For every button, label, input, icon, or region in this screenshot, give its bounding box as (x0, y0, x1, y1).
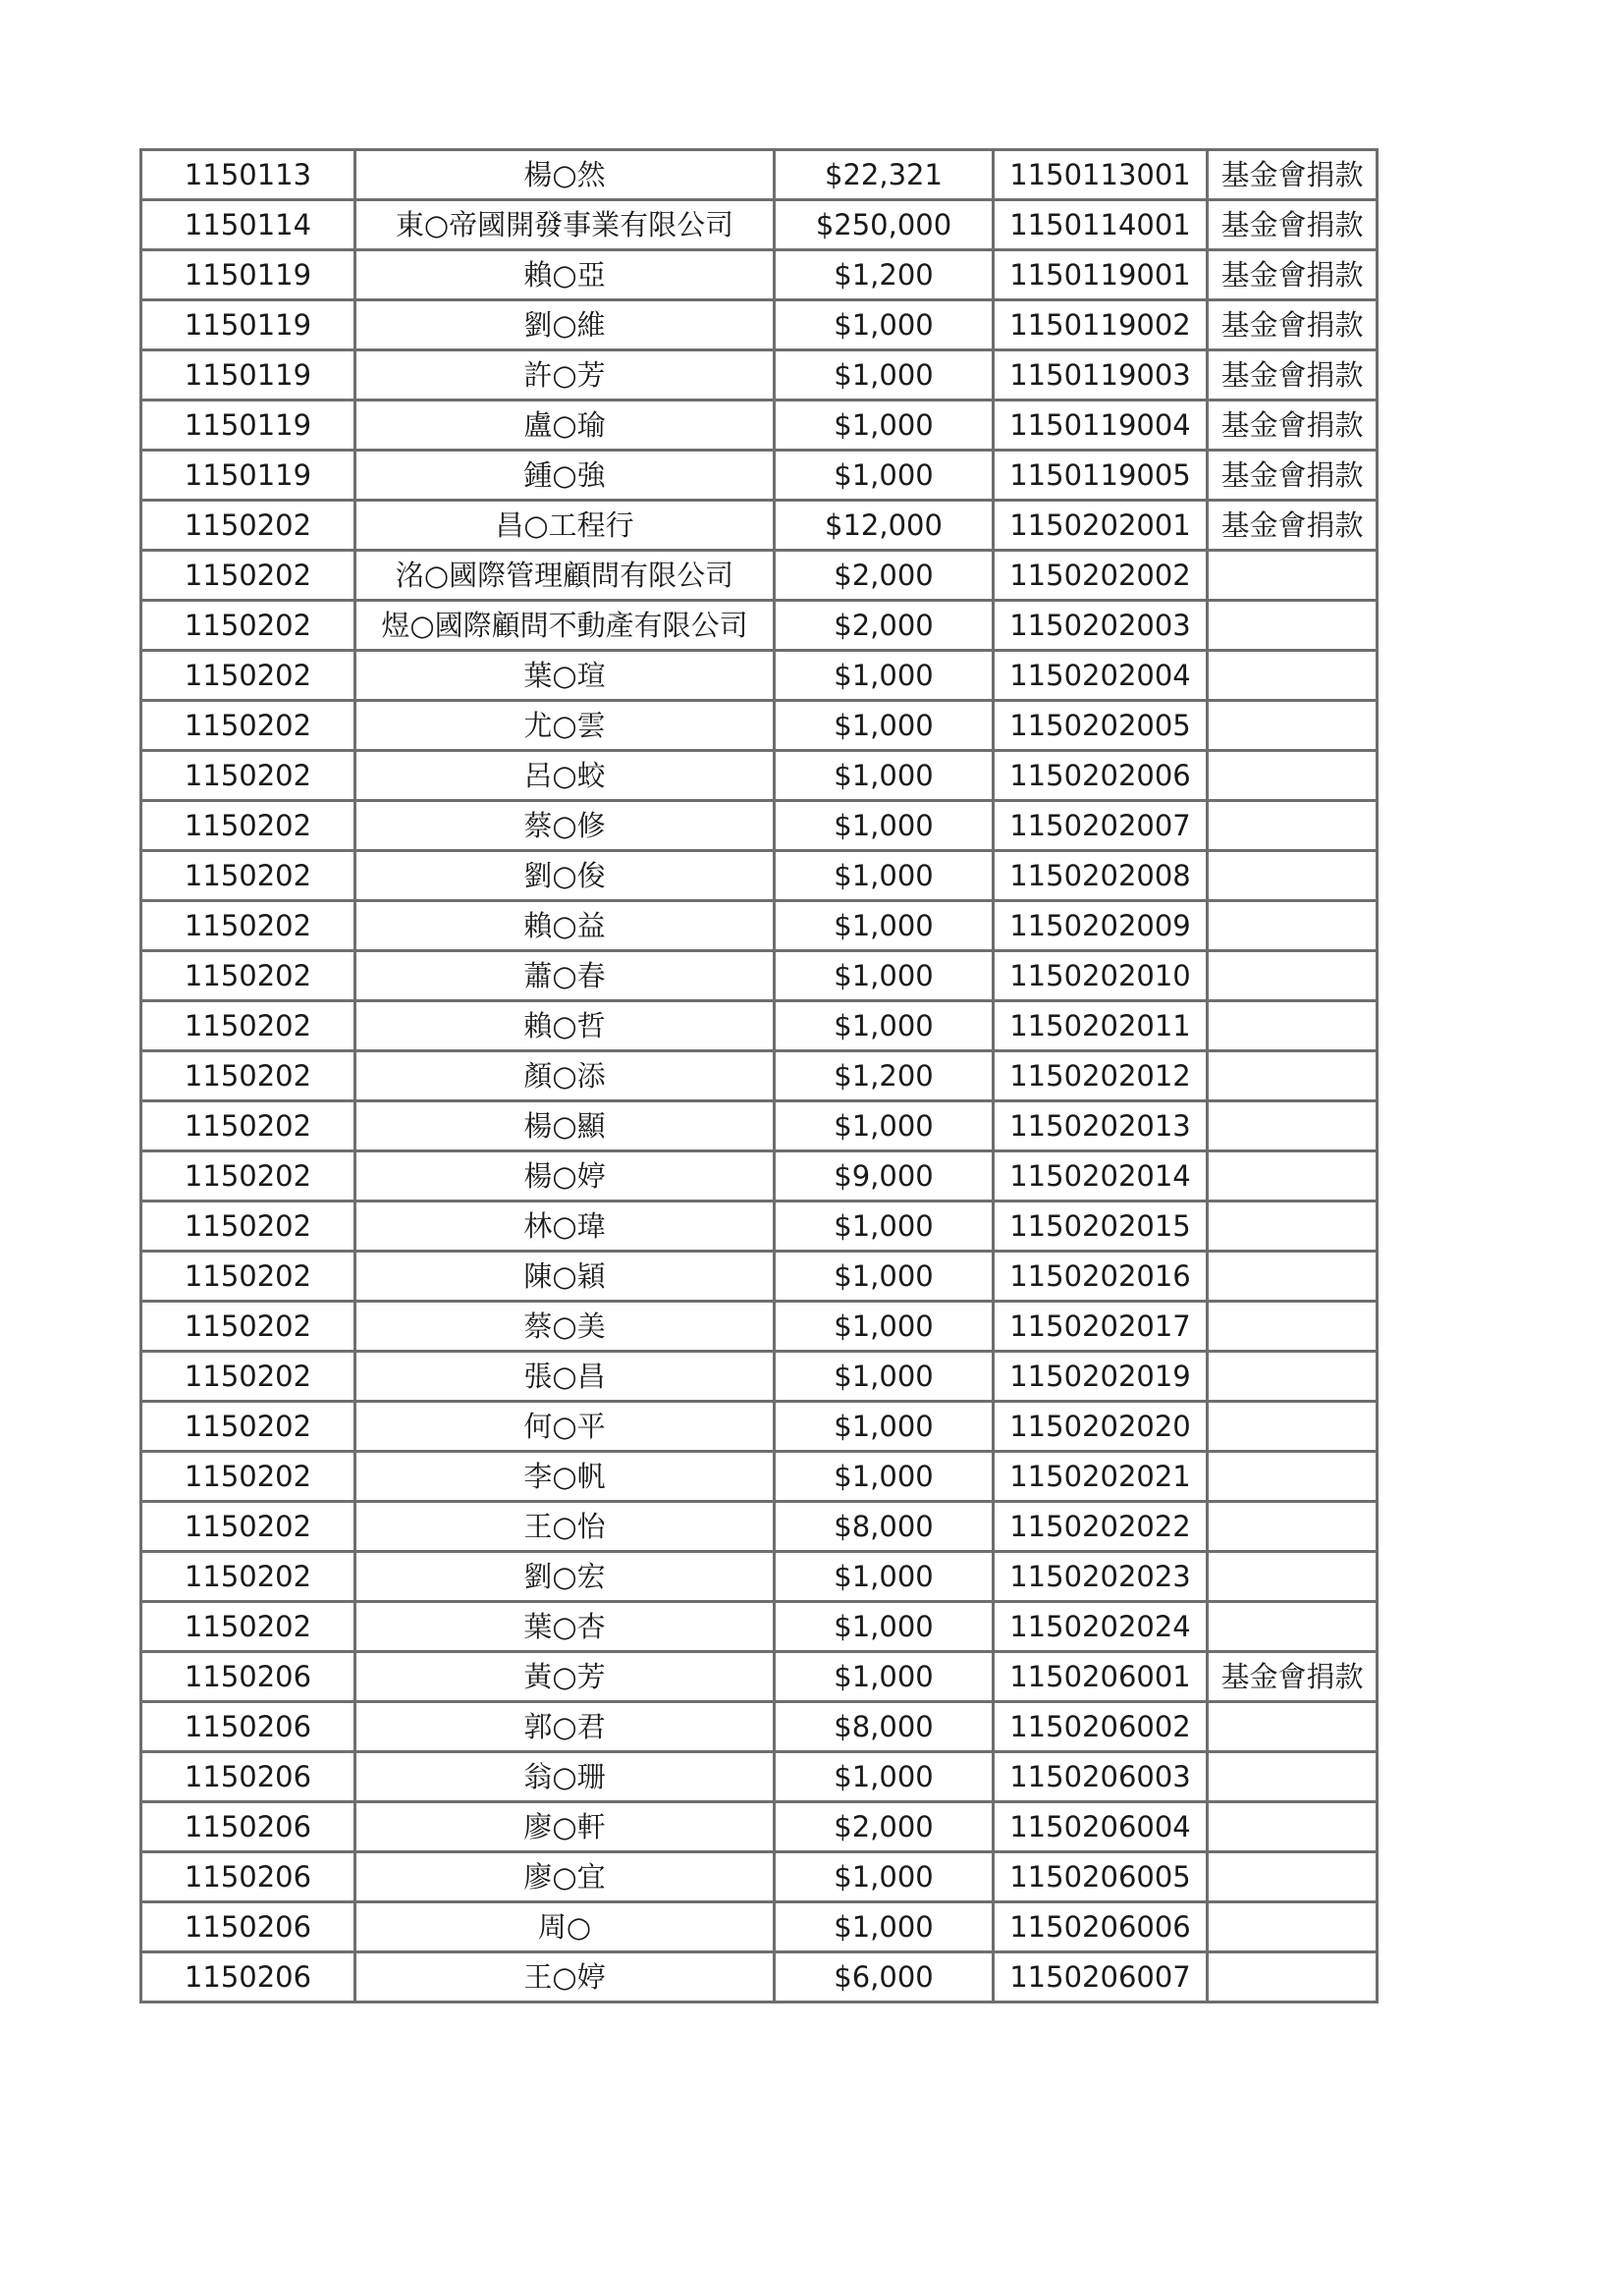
date-cell: 1150202 (141, 1352, 355, 1402)
amount-cell: $2,000 (775, 601, 994, 651)
receipt-number-cell: 1150202020 (994, 1402, 1208, 1452)
date-cell: 1150202 (141, 951, 355, 1001)
table-row (141, 1902, 1378, 1952)
note-cell (1208, 751, 1378, 801)
date-cell: 1150206 (141, 1702, 355, 1752)
note-cell (1208, 801, 1378, 851)
donor-name-cell: 盧○瑜 (355, 400, 775, 451)
receipt-number-cell: 1150202002 (994, 551, 1208, 601)
receipt-number-cell: 1150202019 (994, 1352, 1208, 1402)
donor-name-cell: 劉○俊 (355, 851, 775, 901)
receipt-number-cell: 1150206002 (994, 1702, 1208, 1752)
date-cell: 1150119 (141, 350, 355, 400)
date-cell: 1150114 (141, 200, 355, 250)
donor-name-cell: 李○帆 (355, 1452, 775, 1502)
receipt-number-cell: 1150202013 (994, 1101, 1208, 1151)
receipt-number-cell: 1150202010 (994, 951, 1208, 1001)
amount-cell: $1,000 (775, 701, 994, 751)
amount-cell: $1,000 (775, 651, 994, 701)
donor-name-cell: 賴○哲 (355, 1001, 775, 1051)
amount-cell: $8,000 (775, 1702, 994, 1752)
note-cell (1208, 951, 1378, 1001)
table-row (141, 250, 1378, 300)
date-cell: 1150206 (141, 1952, 355, 2002)
note-cell (1208, 1402, 1378, 1452)
donor-name-cell: 昌○工程行 (355, 501, 775, 551)
note-cell (1208, 1151, 1378, 1201)
receipt-number-cell: 1150113001 (994, 150, 1208, 200)
donor-name-cell: 楊○顯 (355, 1101, 775, 1151)
donation-table-body (141, 150, 1378, 2002)
note-cell: 基金會捐款 (1208, 501, 1378, 551)
note-cell (1208, 851, 1378, 901)
date-cell: 1150202 (141, 551, 355, 601)
donor-name-cell: 葉○瑄 (355, 651, 775, 701)
receipt-number-cell: 1150202009 (994, 901, 1208, 951)
date-cell: 1150119 (141, 400, 355, 451)
amount-cell: $22,321 (775, 150, 994, 200)
donor-name-cell: 煜○國際顧問不動產有限公司 (355, 601, 775, 651)
donor-name-cell: 王○怡 (355, 1502, 775, 1552)
note-cell (1208, 651, 1378, 701)
table-row (141, 1802, 1378, 1852)
amount-cell: $1,000 (775, 1752, 994, 1802)
donor-name-cell: 張○昌 (355, 1352, 775, 1402)
date-cell: 1150202 (141, 1051, 355, 1101)
table-row (141, 1752, 1378, 1802)
table-row (141, 1101, 1378, 1151)
table-row (141, 1151, 1378, 1201)
date-cell: 1150202 (141, 601, 355, 651)
receipt-number-cell: 1150202005 (994, 701, 1208, 751)
note-cell: 基金會捐款 (1208, 300, 1378, 350)
donor-name-cell: 賴○亞 (355, 250, 775, 300)
note-cell (1208, 1001, 1378, 1051)
amount-cell: $9,000 (775, 1151, 994, 1201)
table-row (141, 651, 1378, 701)
date-cell: 1150202 (141, 1151, 355, 1201)
donor-name-cell: 廖○軒 (355, 1802, 775, 1852)
receipt-number-cell: 1150202023 (994, 1552, 1208, 1602)
note-cell (1208, 1802, 1378, 1852)
receipt-number-cell: 1150202017 (994, 1302, 1208, 1352)
table-row (141, 300, 1378, 350)
donor-name-cell: 呂○蛟 (355, 751, 775, 801)
donor-name-cell: 陳○穎 (355, 1252, 775, 1302)
receipt-number-cell: 1150202015 (994, 1201, 1208, 1252)
note-cell (1208, 1252, 1378, 1302)
receipt-number-cell: 1150119002 (994, 300, 1208, 350)
receipt-number-cell: 1150119005 (994, 451, 1208, 501)
table-row (141, 1452, 1378, 1502)
note-cell (1208, 1952, 1378, 2002)
note-cell (1208, 1602, 1378, 1652)
note-cell (1208, 1552, 1378, 1602)
table-row (141, 451, 1378, 501)
donor-name-cell: 廖○宜 (355, 1852, 775, 1902)
donor-name-cell: 蕭○春 (355, 951, 775, 1001)
date-cell: 1150202 (141, 1101, 355, 1151)
receipt-number-cell: 1150206006 (994, 1902, 1208, 1952)
amount-cell: $1,200 (775, 1051, 994, 1101)
amount-cell: $1,000 (775, 1402, 994, 1452)
donor-name-cell: 葉○杏 (355, 1602, 775, 1652)
receipt-number-cell: 1150202006 (994, 751, 1208, 801)
amount-cell: $1,000 (775, 951, 994, 1001)
date-cell: 1150119 (141, 250, 355, 300)
donor-name-cell: 楊○然 (355, 150, 775, 200)
amount-cell: $250,000 (775, 200, 994, 250)
receipt-number-cell: 1150119001 (994, 250, 1208, 300)
note-cell (1208, 1201, 1378, 1252)
donor-name-cell: 蔡○美 (355, 1302, 775, 1352)
amount-cell: $1,000 (775, 400, 994, 451)
date-cell: 1150202 (141, 801, 355, 851)
note-cell: 基金會捐款 (1208, 350, 1378, 400)
table-row (141, 1051, 1378, 1101)
amount-cell: $1,000 (775, 350, 994, 400)
note-cell (1208, 601, 1378, 651)
receipt-number-cell: 1150206005 (994, 1852, 1208, 1902)
date-cell: 1150206 (141, 1902, 355, 1952)
amount-cell: $1,000 (775, 1652, 994, 1702)
note-cell: 基金會捐款 (1208, 451, 1378, 501)
amount-cell: $1,000 (775, 1302, 994, 1352)
amount-cell: $1,000 (775, 1452, 994, 1502)
date-cell: 1150206 (141, 1852, 355, 1902)
date-cell: 1150202 (141, 1402, 355, 1452)
note-cell (1208, 1502, 1378, 1552)
receipt-number-cell: 1150202021 (994, 1452, 1208, 1502)
date-cell: 1150202 (141, 851, 355, 901)
amount-cell: $1,000 (775, 1201, 994, 1252)
amount-cell: $1,000 (775, 300, 994, 350)
receipt-number-cell: 1150119004 (994, 400, 1208, 451)
note-cell (1208, 1302, 1378, 1352)
receipt-number-cell: 1150202016 (994, 1252, 1208, 1302)
date-cell: 1150202 (141, 751, 355, 801)
amount-cell: $1,000 (775, 1552, 994, 1602)
donor-name-cell: 黃○芳 (355, 1652, 775, 1702)
donor-name-cell: 許○芳 (355, 350, 775, 400)
table-row (141, 1852, 1378, 1902)
receipt-number-cell: 1150202001 (994, 501, 1208, 551)
donor-name-cell: 賴○益 (355, 901, 775, 951)
note-cell: 基金會捐款 (1208, 250, 1378, 300)
donation-table (139, 148, 1379, 2003)
date-cell: 1150206 (141, 1652, 355, 1702)
receipt-number-cell: 1150202012 (994, 1051, 1208, 1101)
donor-name-cell: 何○平 (355, 1402, 775, 1452)
table-row (141, 551, 1378, 601)
table-row (141, 1302, 1378, 1352)
date-cell: 1150202 (141, 901, 355, 951)
receipt-number-cell: 1150206003 (994, 1752, 1208, 1802)
table-row (141, 1001, 1378, 1051)
amount-cell: $6,000 (775, 1952, 994, 2002)
receipt-number-cell: 1150119003 (994, 350, 1208, 400)
table-row (141, 1201, 1378, 1252)
receipt-number-cell: 1150202011 (994, 1001, 1208, 1051)
table-row (141, 1652, 1378, 1702)
table-row (141, 150, 1378, 200)
table-row (141, 501, 1378, 551)
amount-cell: $1,000 (775, 851, 994, 901)
receipt-number-cell: 1150202003 (994, 601, 1208, 651)
receipt-number-cell: 1150206001 (994, 1652, 1208, 1702)
donor-name-cell: 翁○珊 (355, 1752, 775, 1802)
receipt-number-cell: 1150202007 (994, 801, 1208, 851)
table-row (141, 901, 1378, 951)
table-row (141, 1352, 1378, 1402)
receipt-number-cell: 1150202008 (994, 851, 1208, 901)
table-row (141, 1952, 1378, 2002)
note-cell (1208, 1702, 1378, 1752)
date-cell: 1150119 (141, 300, 355, 350)
amount-cell: $1,000 (775, 1001, 994, 1051)
date-cell: 1150202 (141, 1452, 355, 1502)
table-row (141, 751, 1378, 801)
note-cell: 基金會捐款 (1208, 200, 1378, 250)
donor-name-cell: 王○婷 (355, 1952, 775, 2002)
donor-name-cell: 東○帝國開發事業有限公司 (355, 200, 775, 250)
table-row (141, 1552, 1378, 1602)
table-row (141, 851, 1378, 901)
amount-cell: $1,000 (775, 1352, 994, 1402)
date-cell: 1150202 (141, 501, 355, 551)
amount-cell: $1,000 (775, 751, 994, 801)
date-cell: 1150113 (141, 150, 355, 200)
date-cell: 1150202 (141, 1252, 355, 1302)
note-cell: 基金會捐款 (1208, 150, 1378, 200)
date-cell: 1150202 (141, 1001, 355, 1051)
table-row (141, 400, 1378, 451)
donor-name-cell: 蔡○修 (355, 801, 775, 851)
amount-cell: $1,200 (775, 250, 994, 300)
date-cell: 1150202 (141, 651, 355, 701)
date-cell: 1150206 (141, 1802, 355, 1852)
note-cell (1208, 1101, 1378, 1151)
amount-cell: $1,000 (775, 801, 994, 851)
donor-name-cell: 劉○宏 (355, 1552, 775, 1602)
note-cell (1208, 1852, 1378, 1902)
date-cell: 1150202 (141, 1502, 355, 1552)
receipt-number-cell: 1150202004 (994, 651, 1208, 701)
note-cell (1208, 551, 1378, 601)
amount-cell: $8,000 (775, 1502, 994, 1552)
note-cell (1208, 701, 1378, 751)
table-row (141, 951, 1378, 1001)
note-cell (1208, 1452, 1378, 1502)
table-row (141, 601, 1378, 651)
amount-cell: $1,000 (775, 1101, 994, 1151)
table-row (141, 350, 1378, 400)
receipt-number-cell: 1150206007 (994, 1952, 1208, 2002)
amount-cell: $12,000 (775, 501, 994, 551)
date-cell: 1150202 (141, 701, 355, 751)
note-cell (1208, 1902, 1378, 1952)
receipt-number-cell: 1150114001 (994, 200, 1208, 250)
note-cell: 基金會捐款 (1208, 1652, 1378, 1702)
table-row (141, 701, 1378, 751)
receipt-number-cell: 1150202014 (994, 1151, 1208, 1201)
receipt-number-cell: 1150202024 (994, 1602, 1208, 1652)
table-row (141, 1702, 1378, 1752)
donor-name-cell: 劉○維 (355, 300, 775, 350)
amount-cell: $1,000 (775, 1252, 994, 1302)
note-cell (1208, 1051, 1378, 1101)
date-cell: 1150202 (141, 1302, 355, 1352)
donor-name-cell: 周○ (355, 1902, 775, 1952)
amount-cell: $2,000 (775, 1802, 994, 1852)
table-row (141, 1502, 1378, 1552)
amount-cell: $1,000 (775, 901, 994, 951)
date-cell: 1150202 (141, 1201, 355, 1252)
donor-name-cell: 林○瑋 (355, 1201, 775, 1252)
table-row (141, 1602, 1378, 1652)
note-cell: 基金會捐款 (1208, 400, 1378, 451)
table-row (141, 1402, 1378, 1452)
amount-cell: $1,000 (775, 1602, 994, 1652)
receipt-number-cell: 1150206004 (994, 1802, 1208, 1852)
table-row (141, 200, 1378, 250)
donor-name-cell: 尤○雲 (355, 701, 775, 751)
date-cell: 1150119 (141, 451, 355, 501)
amount-cell: $1,000 (775, 451, 994, 501)
note-cell (1208, 1752, 1378, 1802)
amount-cell: $1,000 (775, 1852, 994, 1902)
amount-cell: $1,000 (775, 1902, 994, 1952)
table-row (141, 1252, 1378, 1302)
date-cell: 1150202 (141, 1602, 355, 1652)
table-row (141, 801, 1378, 851)
donor-name-cell: 鍾○強 (355, 451, 775, 501)
date-cell: 1150202 (141, 1552, 355, 1602)
note-cell (1208, 1352, 1378, 1402)
donor-name-cell: 郭○君 (355, 1702, 775, 1752)
date-cell: 1150206 (141, 1752, 355, 1802)
donor-name-cell: 楊○婷 (355, 1151, 775, 1201)
receipt-number-cell: 1150202022 (994, 1502, 1208, 1552)
amount-cell: $2,000 (775, 551, 994, 601)
note-cell (1208, 901, 1378, 951)
donor-name-cell: 洺○國際管理顧問有限公司 (355, 551, 775, 601)
donor-name-cell: 顏○添 (355, 1051, 775, 1101)
